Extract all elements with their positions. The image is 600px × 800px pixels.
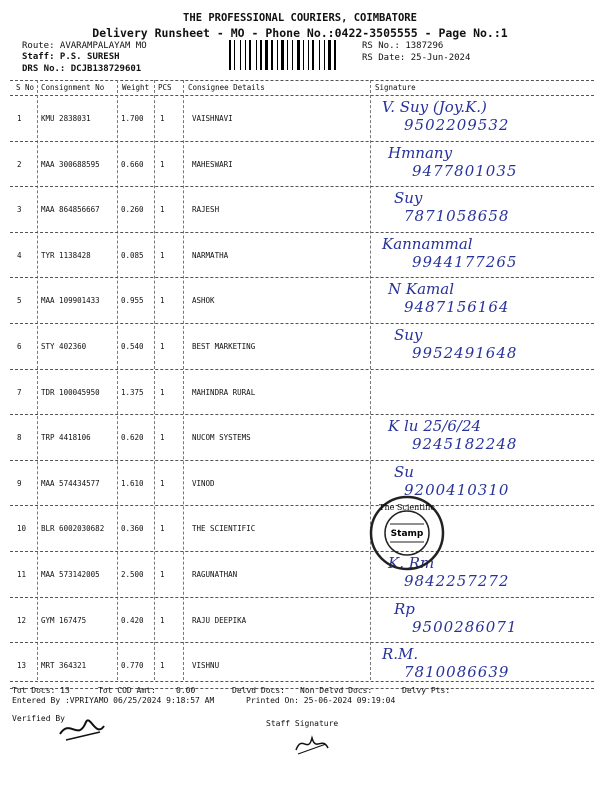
- barcode-bar: [240, 40, 241, 70]
- barcode-bar: [260, 40, 262, 70]
- row-pcs: 1: [160, 615, 165, 625]
- signature-phone: 9500286071: [412, 617, 518, 636]
- row-sno: 7: [17, 387, 22, 397]
- barcode-bar: [287, 40, 288, 70]
- row-sno: 1: [17, 114, 22, 123]
- signature-name: K lu 25/6/24: [388, 417, 482, 436]
- table-row: [10, 324, 594, 369]
- barcode-bar: [281, 40, 284, 70]
- barcode-bar: [256, 40, 257, 70]
- col-pcs: PCS: [158, 83, 172, 92]
- barcode-bar: [277, 40, 278, 70]
- col-consignment: Consignment No: [41, 83, 105, 92]
- total-cod-value: 0.00: [176, 686, 196, 695]
- staff-signature: [292, 730, 332, 758]
- table-row: [10, 415, 594, 460]
- signature-phone: 9245182248: [412, 435, 518, 454]
- rs-date: RS Date: 25-Jun-2024: [362, 53, 471, 63]
- row-weight: 1.700: [121, 114, 144, 123]
- total-cod-label: Tot COD Amt:: [98, 686, 156, 695]
- col-weight: Weight: [122, 83, 150, 92]
- signature-phone: 9502209532: [404, 116, 510, 134]
- table-bottom-rule: [10, 681, 594, 682]
- row-consignment: TRP 4418106: [41, 433, 91, 443]
- row-consignee: BEST MARKETING: [192, 342, 256, 351]
- signature-name: Suy: [394, 189, 423, 208]
- row-pcs: 1: [160, 661, 165, 671]
- signature-name: Hmnany: [388, 143, 453, 162]
- row-consignee: VISHNU: [192, 661, 220, 671]
- barcode-bar: [308, 40, 309, 70]
- staff-signature-label: Staff Signature: [266, 719, 339, 728]
- barcode: [228, 40, 356, 70]
- drs-number: DRS No.: DCJB138729601: [22, 64, 142, 74]
- row-weight: 0.420: [121, 615, 144, 625]
- row-sno: 11: [17, 570, 27, 579]
- row-sno: 12: [17, 615, 27, 625]
- barcode-bar: [297, 40, 300, 70]
- row-consignee: NARMATHA: [192, 250, 229, 260]
- table-row: [10, 598, 594, 643]
- table-row: [10, 461, 594, 506]
- barcode-bar: [249, 40, 251, 70]
- row-consignee: MAHESWARI: [192, 159, 233, 169]
- row-sno: 3: [17, 205, 22, 215]
- signature-phone: 7871058658: [404, 207, 510, 226]
- row-weight: 2.500: [121, 570, 144, 579]
- row-consignment: KMU 2838031: [41, 114, 91, 123]
- table-row: [10, 96, 594, 141]
- total-docs: Tot Docs: 13: [12, 686, 70, 695]
- signature-phone: 9944177265: [412, 252, 518, 271]
- row-consignee: RAJU DEEPIKA: [192, 615, 247, 625]
- signature-name: Su: [394, 462, 414, 481]
- row-sno: 6: [17, 342, 22, 351]
- row-consignee: MAHINDRA RURAL: [192, 387, 256, 397]
- row-weight: 0.540: [121, 342, 144, 351]
- row-pcs: 1: [160, 159, 165, 169]
- barcode-bar: [303, 40, 304, 70]
- row-sno: 10: [17, 524, 27, 534]
- row-consignment: TDR 100045950: [41, 387, 100, 397]
- barcode-bar: [312, 40, 314, 70]
- signature-phone: 7810086639: [404, 663, 510, 682]
- table-row: [10, 370, 594, 415]
- signature-name: R.M.: [382, 645, 419, 664]
- row-sno: 2: [17, 159, 22, 169]
- row-pcs: 1: [160, 433, 165, 443]
- signature-name: N Kamal: [388, 280, 455, 299]
- signature-name: Suy: [394, 326, 423, 344]
- barcode-bar: [292, 40, 293, 70]
- printed-on: Printed On: 25-06-2024 09:19:04: [246, 696, 396, 705]
- delivery-points: Delvy Pts:: [402, 686, 451, 695]
- row-consignee: VAISHNAVI: [192, 114, 233, 123]
- row-consignment: TYR 1138428: [41, 250, 91, 260]
- row-pcs: 1: [160, 342, 165, 351]
- row-weight: 0.770: [121, 661, 144, 671]
- col-sno: S No: [16, 83, 35, 92]
- row-consignment: MAA 864856667: [41, 205, 100, 215]
- row-pcs: 1: [160, 478, 165, 488]
- table-row: [10, 278, 594, 323]
- company-title: THE PROFESSIONAL COURIERS, COIMBATORE: [183, 12, 417, 24]
- row-consignment: GYM 167475: [41, 615, 87, 625]
- barcode-bar: [245, 40, 246, 70]
- row-pcs: 1: [160, 387, 165, 397]
- row-weight: 0.260: [121, 205, 144, 215]
- row-sno: 4: [17, 250, 22, 260]
- col-consignee: Consignee Details: [188, 83, 265, 92]
- table-row: [10, 506, 594, 551]
- row-consignee: RAGUNATHAN: [192, 570, 238, 579]
- row-weight: 0.085: [121, 250, 144, 260]
- verifier-signature: [56, 712, 108, 746]
- rs-number: RS No.: 1387296: [362, 41, 444, 51]
- row-consignment: BLR 6002030682: [41, 524, 105, 534]
- signature-name: Kannammal: [382, 234, 473, 253]
- row-sno: 9: [17, 478, 22, 488]
- barcode-bar: [328, 40, 331, 70]
- barcode-bar: [234, 40, 235, 70]
- signature-name: K. Rm: [388, 554, 435, 572]
- signature-phone: 9200410310: [404, 480, 510, 499]
- row-consignment: MAA 574434577: [41, 478, 100, 488]
- signature-phone: 9477801035: [412, 161, 518, 180]
- row-consignment: MRT 364321: [41, 661, 87, 671]
- signature-phone: 9487156164: [404, 298, 510, 317]
- stamp-text: The Scientific: [379, 503, 435, 512]
- row-pcs: 1: [160, 570, 165, 579]
- row-pcs: 1: [160, 205, 165, 215]
- table-header: [10, 80, 594, 96]
- row-weight: 0.360: [121, 524, 144, 534]
- row-consignee: ASHOK: [192, 296, 215, 306]
- route-text: Route: AVARAMPALAYAM MO: [22, 41, 147, 51]
- runsheet-subtitle: Delivery Runsheet - MO - Phone No.:0422-3505555 - Page No.:1: [92, 26, 508, 40]
- row-pcs: 1: [160, 524, 165, 534]
- row-consignee: VINOD: [192, 478, 215, 488]
- row-sno: 8: [17, 433, 22, 443]
- barcode-bar: [229, 40, 231, 70]
- verified-by-label: Verified By: [12, 714, 65, 723]
- row-sno: 5: [17, 296, 22, 306]
- barcode-bar: [271, 40, 273, 70]
- row-sno: 13: [17, 661, 27, 671]
- signature-name: V. Suy (Joy.K.): [382, 98, 487, 116]
- row-weight: 0.955: [121, 296, 144, 306]
- staff-text: Staff: P.S. SURESH: [22, 52, 120, 62]
- row-consignment: STY 402360: [41, 342, 87, 351]
- table-row: [10, 552, 594, 597]
- row-pcs: 1: [160, 250, 165, 260]
- row-weight: 1.375: [121, 387, 144, 397]
- row-pcs: 1: [160, 296, 165, 306]
- table-row: [10, 233, 594, 278]
- row-consignment: MAA 573142005: [41, 570, 100, 579]
- barcode-bar: [265, 40, 268, 70]
- table-row: [10, 187, 594, 232]
- row-consignee: NUCOM SYSTEMS: [192, 433, 251, 443]
- row-consignment: MAA 300688595: [41, 159, 100, 169]
- barcode-bar: [324, 40, 325, 70]
- non-delivered-docs: Non Delvd Docs:: [300, 686, 373, 695]
- signature-name: Rp: [394, 599, 415, 618]
- row-weight: 0.620: [121, 433, 144, 443]
- entered-by: Entered By :VPRIYAMO 06/25/2024 9:18:57 AM: [12, 696, 215, 705]
- delivered-docs: Delvd Docs:: [232, 686, 285, 695]
- company-stamp: [368, 494, 446, 572]
- signature-phone: 9952491648: [412, 344, 518, 362]
- row-consignee: THE SCIENTIFIC: [192, 524, 256, 534]
- row-pcs: 1: [160, 114, 165, 123]
- table-row: [10, 142, 594, 187]
- barcode-bar: [334, 40, 336, 70]
- row-weight: 0.660: [121, 159, 144, 169]
- barcode-bar: [319, 40, 320, 70]
- row-consignment: MAA 109901433: [41, 296, 100, 306]
- stamp-mark: Stamp: [390, 529, 424, 539]
- row-consignee: RAJESH: [192, 205, 220, 215]
- row-weight: 1.610: [121, 478, 144, 488]
- signature-phone: 9842257272: [404, 572, 510, 590]
- col-signature: Signature: [375, 83, 416, 92]
